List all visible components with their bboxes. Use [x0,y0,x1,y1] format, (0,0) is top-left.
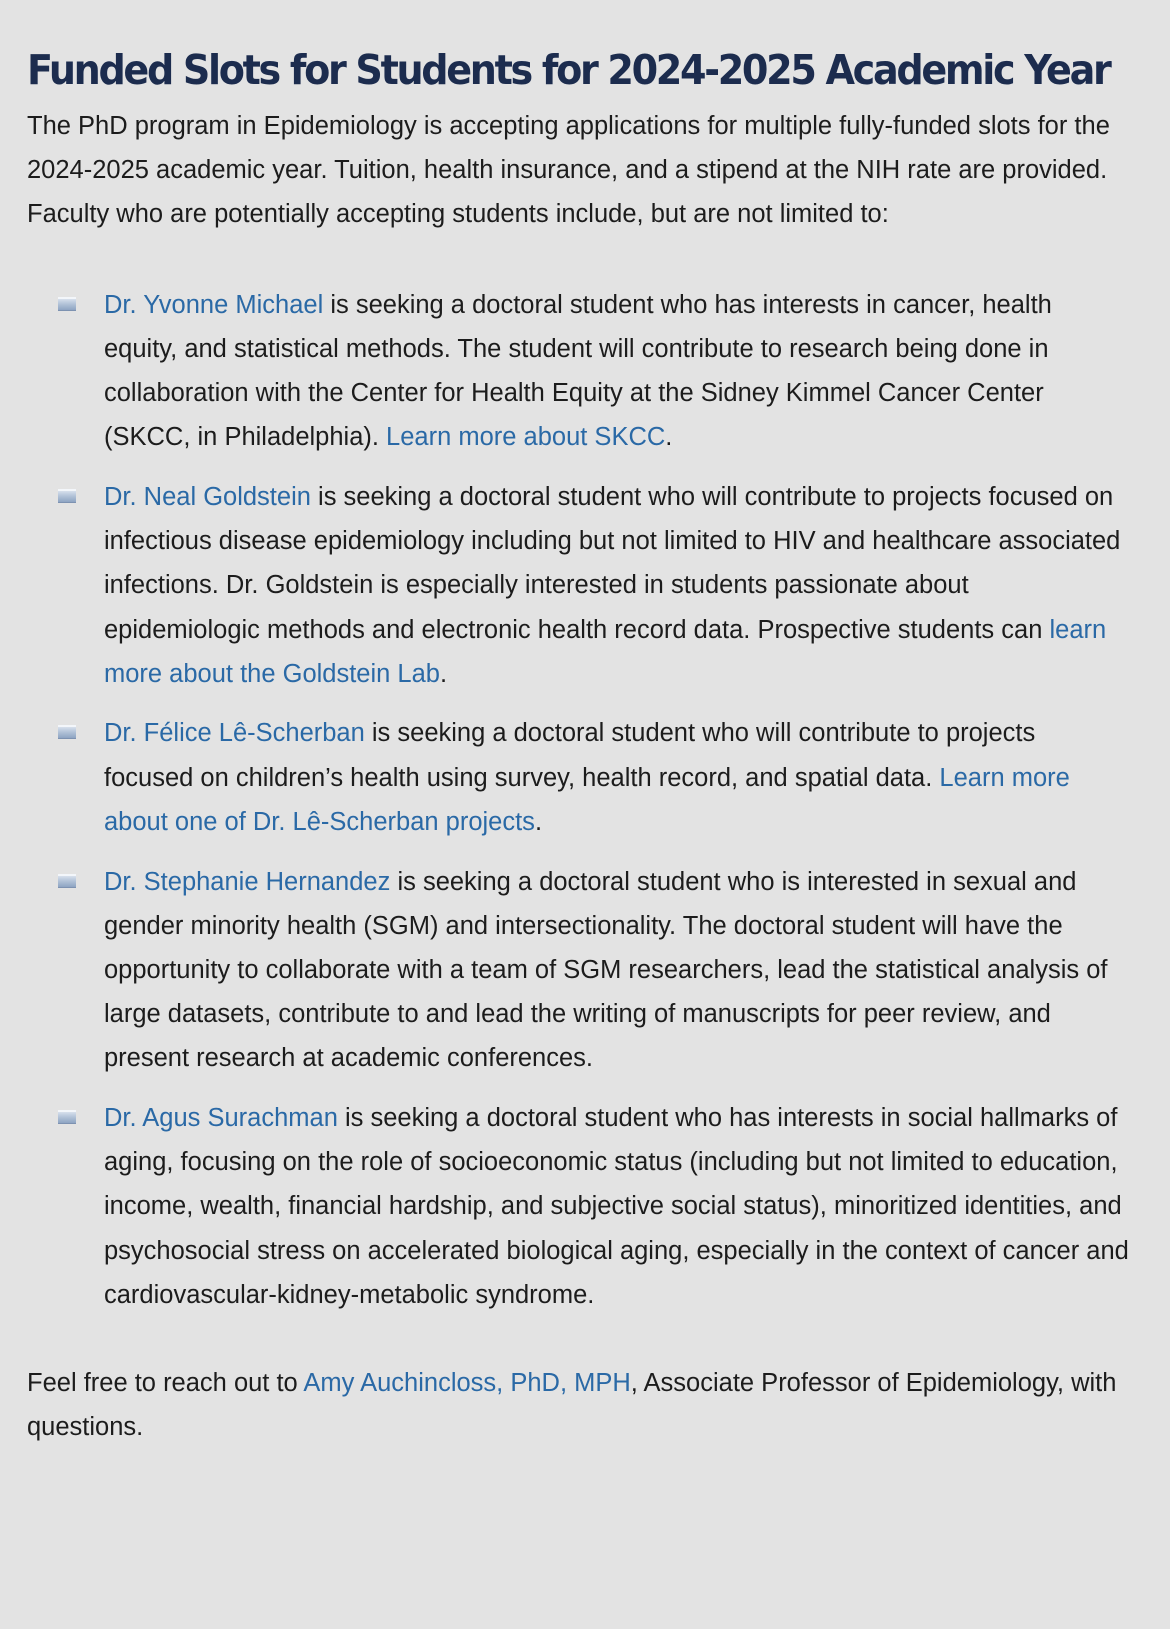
closing-text-before: Feel free to reach out to [27,1369,304,1398]
sentence-end: . [665,423,673,452]
faculty-description [104,283,1130,460]
faculty-description [104,860,1130,1081]
bullet-icon [58,874,76,888]
faculty-name-link[interactable]: Dr. Félice Lê-Scherban [104,719,365,748]
faculty-text: is seeking a doctoral student who has interests in social hallmarks of aging, focusing on the role of socioeconomic status (including but not limited to education, income, wealth, financial hardship, and subjective social status), minoritized identities, and psychosocial stress on accelerated biological aging, especially in the context of cancer and cardiovascular-kidney-metabolic syndrome. [104,1104,1129,1309]
sentence-end: . [439,659,448,688]
contact-link[interactable]: Amy Auchincloss, PhD, MPH [303,1369,631,1398]
closing-paragraph [27,1361,1130,1449]
closing-text-after: , Associate Professor of Epidemiology, with questions. [27,1369,1117,1442]
sentence-end: . [534,807,543,836]
faculty-name-link[interactable]: Dr. Yvonne Michael [104,290,324,319]
bullet-icon [58,725,76,739]
faculty-text: is seeking a doctoral student who will contribute to projects focused on children’s health using survey, health record, and spatial data. [104,719,1036,792]
bullet-icon [58,1110,76,1124]
faculty-item-agus-surachman [104,1096,1130,1317]
bullet-icon [58,489,76,503]
faculty-text: is seeking a doctoral student who will contribute to projects focused on infectious disease epidemiology including but not limited to HIV and healthcare associated infections. Dr. Goldstein is especially interested in students passionate about epidemiologic methods and electronic health record data. Prospective students can [104,482,1121,644]
faculty-description [104,1096,1130,1317]
faculty-description [104,711,1130,844]
faculty-text: is seeking a doctoral student who has interests in cancer, health equity, and statistical methods. The student will contribute to research being done in collaboration with the Center for Health Equity at the Sidney Kimmel Cancer Center (SKCC, in Philadelphia). [104,290,1052,452]
faculty-item-neal-goldstein [104,475,1130,696]
faculty-item-felice-le-scherban [104,711,1130,844]
page-title: Funded Slots for Students for 2024-2025 Academic Year [27,46,1110,94]
faculty-name-link[interactable]: Dr. Agus Surachman [104,1104,338,1133]
faculty-item-stephanie-hernandez [104,860,1130,1081]
faculty-name-link[interactable]: Dr. Neal Goldstein [104,482,311,511]
faculty-item-yvonne-michael [104,283,1130,460]
le-scherban-projects-link[interactable]: Learn more about one of Dr. Lê-Scherban projects [104,763,1070,836]
faculty-text: is seeking a doctoral student who is interested in sexual and gender minority health (SGM) and intersectionality. The doctoral student will have the opportunity to collaborate with a team of SGM researchers, lead the statistical analysis of large datasets, contribute to and lead the writing of manuscripts for peer review, and present research at academic conferences. [104,867,1108,1073]
goldstein-lab-link[interactable]: learn more about the Goldstein Lab [104,615,1107,688]
faculty-list [27,283,1130,1317]
learn-more-skcc-link[interactable]: Learn more about SKCC [386,423,666,452]
faculty-name-link[interactable]: Dr. Stephanie Hernandez [104,867,391,896]
intro-paragraph: The PhD program in Epidemiology is accepting applications for multiple fully-funded slots for the 2024-2025 academic year. Tuition, health insurance, and a stipend at the NIH rate are provided. Faculty who are potentially accepting students include, but are not limited to: [27,112,1110,229]
faculty-description [104,475,1130,696]
bullet-icon [58,297,76,311]
